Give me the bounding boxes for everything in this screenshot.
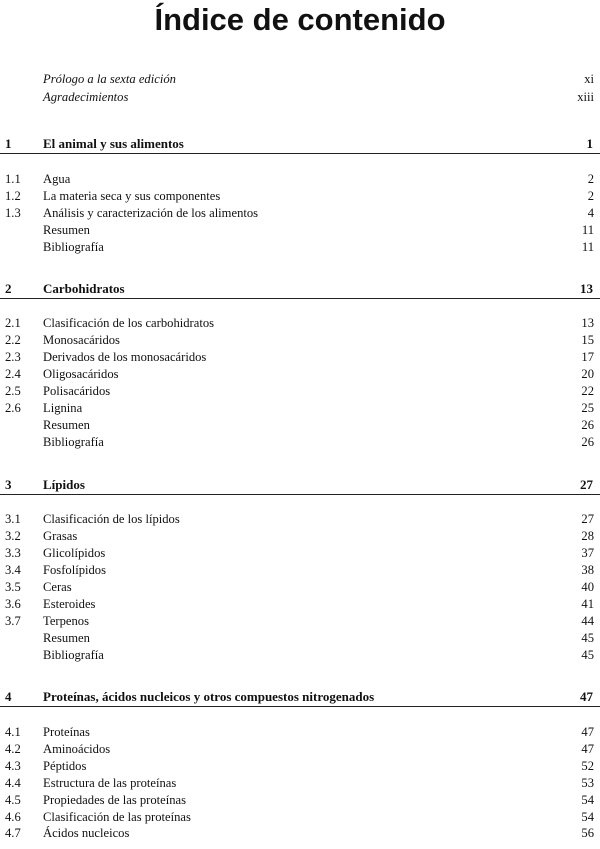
page-title: Índice de contenido xyxy=(154,2,446,37)
section-number: 1.1 xyxy=(5,172,21,186)
toc-section-entry[interactable] xyxy=(0,545,600,562)
section-title: La materia seca y sus componentes xyxy=(43,189,221,203)
section-number: 2.5 xyxy=(5,384,21,398)
section-number: 4.6 xyxy=(5,810,21,824)
section-page: 2 xyxy=(587,189,594,203)
section-page: 26 xyxy=(581,418,594,432)
section-title: Agua xyxy=(43,172,71,186)
section-title: Propiedades de las proteínas xyxy=(43,793,187,807)
section-page: 11 xyxy=(581,240,594,254)
toc-section-entry[interactable] xyxy=(0,630,600,647)
section-page: 44 xyxy=(581,614,594,628)
toc-section-entry[interactable] xyxy=(0,775,600,792)
section-title: Ceras xyxy=(43,580,72,594)
toc-section-entry[interactable] xyxy=(0,792,600,809)
toc-section-entry[interactable] xyxy=(0,613,600,630)
section-title: Péptidos xyxy=(43,759,87,773)
section-number: 2.6 xyxy=(5,401,21,415)
toc-entry-page: xiii xyxy=(577,90,594,104)
section-page: 26 xyxy=(581,435,594,449)
section-number: 2.3 xyxy=(5,350,21,364)
section-title: Proteínas xyxy=(43,725,90,739)
toc-section-entry[interactable] xyxy=(0,383,600,400)
toc-section-entry[interactable] xyxy=(0,579,600,596)
section-page: 54 xyxy=(581,810,594,824)
chapter-page: 27 xyxy=(580,477,593,492)
toc-section-entry[interactable] xyxy=(0,758,600,775)
section-number: 4.7 xyxy=(5,826,21,840)
section-title: Derivados de los monosacáridos xyxy=(43,350,207,364)
section-page: 22 xyxy=(581,384,594,398)
section-title: Esteroides xyxy=(43,597,96,611)
chapter-title: Proteínas, ácidos nucleicos y otros compuestos nitrogenados xyxy=(43,689,375,704)
section-title: Polisacáridos xyxy=(43,384,111,398)
toc-section-entry[interactable] xyxy=(0,434,600,451)
section-title: Clasificación de los lípidos xyxy=(43,512,180,526)
toc-section-entry[interactable] xyxy=(0,188,600,205)
chapter-title: Carbohidratos xyxy=(43,281,125,296)
section-number: 3.7 xyxy=(5,614,21,628)
section-number: 3.5 xyxy=(5,580,21,594)
section-number: 1.3 xyxy=(5,206,21,220)
section-page: 2 xyxy=(587,172,594,186)
section-page: 52 xyxy=(581,759,594,773)
section-number: 3.1 xyxy=(5,512,21,526)
section-page: 53 xyxy=(581,776,594,790)
section-number: 2.2 xyxy=(5,333,21,347)
section-title: Bibliografía xyxy=(43,648,104,662)
toc-section-entry[interactable] xyxy=(0,400,600,417)
toc-section-entry[interactable] xyxy=(0,315,600,332)
section-title: Aminoácidos xyxy=(43,742,111,756)
section-title: Bibliografía xyxy=(43,240,104,254)
toc-section-entry[interactable] xyxy=(0,724,600,741)
section-title: Terpenos xyxy=(43,614,89,628)
toc-section-entry[interactable] xyxy=(0,647,600,664)
section-page: 41 xyxy=(581,597,594,611)
section-page: 17 xyxy=(581,350,594,364)
section-page: 47 xyxy=(581,725,594,739)
section-title: Clasificación de los carbohidratos xyxy=(43,316,215,330)
section-title: Clasificación de las proteínas xyxy=(43,810,191,824)
section-page: 40 xyxy=(581,580,594,594)
section-page: 28 xyxy=(581,529,594,543)
section-title: Estructura de las proteínas xyxy=(43,776,177,790)
section-page: 4 xyxy=(587,206,594,220)
section-title: Análisis y caracterización de los alimentos xyxy=(43,206,259,220)
toc-section-entry[interactable] xyxy=(0,349,600,366)
chapter-number: 2 xyxy=(5,281,12,296)
toc-front-entry[interactable] xyxy=(0,71,600,88)
toc-section-entry[interactable] xyxy=(0,332,600,349)
section-title: Fosfolípidos xyxy=(43,563,106,577)
section-page: 54 xyxy=(581,793,594,807)
toc-section-entry[interactable] xyxy=(0,825,600,842)
section-number: 3.4 xyxy=(5,563,21,577)
section-page: 15 xyxy=(581,333,594,347)
toc-section-entry[interactable] xyxy=(0,222,600,239)
toc-section-entry[interactable] xyxy=(0,809,600,826)
section-page: 25 xyxy=(581,401,594,415)
toc-section-entry[interactable] xyxy=(0,511,600,528)
toc-chapter-heading[interactable] xyxy=(0,476,600,495)
section-page: 45 xyxy=(581,648,594,662)
section-number: 4.1 xyxy=(5,725,21,739)
section-page: 20 xyxy=(581,367,594,381)
section-title: Bibliografía xyxy=(43,435,104,449)
section-page: 13 xyxy=(581,316,594,330)
section-number: 1.2 xyxy=(5,189,21,203)
section-page: 45 xyxy=(581,631,594,645)
toc-entry-page: xi xyxy=(584,72,594,86)
toc-section-entry[interactable] xyxy=(0,417,600,434)
toc-section-entry[interactable] xyxy=(0,239,600,256)
chapter-title: Lípidos xyxy=(43,477,85,492)
toc-section-entry[interactable] xyxy=(0,562,600,579)
section-number: 4.5 xyxy=(5,793,21,807)
toc-chapter-heading[interactable] xyxy=(0,135,600,154)
section-page: 56 xyxy=(581,826,594,840)
section-title: Resumen xyxy=(43,418,90,432)
toc-section-entry[interactable] xyxy=(0,741,600,758)
section-number: 2.1 xyxy=(5,316,21,330)
toc-entry-title: Prólogo a la sexta edición xyxy=(43,72,176,86)
chapter-number: 3 xyxy=(5,477,12,492)
section-number: 3.6 xyxy=(5,597,21,611)
chapter-page: 13 xyxy=(580,281,593,296)
toc-section-entry[interactable] xyxy=(0,596,600,613)
section-title: Resumen xyxy=(43,631,90,645)
section-title: Resumen xyxy=(43,223,90,237)
toc-section-entry[interactable] xyxy=(0,171,600,188)
section-page: 38 xyxy=(581,563,594,577)
section-number: 2.4 xyxy=(5,367,21,381)
section-title: Oligosacáridos xyxy=(43,367,119,381)
toc-chapter-heading[interactable] xyxy=(0,280,600,299)
section-page: 37 xyxy=(581,546,594,560)
chapter-number: 1 xyxy=(5,136,12,151)
section-title: Glicolípidos xyxy=(43,546,106,560)
chapter-title: El animal y sus alimentos xyxy=(43,136,184,151)
toc-front-entry[interactable] xyxy=(0,89,600,106)
section-title: Ácidos nucleicos xyxy=(43,826,130,840)
section-number: 4.2 xyxy=(5,742,21,756)
section-page: 47 xyxy=(581,742,594,756)
chapter-page: 1 xyxy=(586,136,593,151)
section-number: 4.3 xyxy=(5,759,21,773)
toc-chapter-heading[interactable] xyxy=(0,688,600,707)
section-page: 11 xyxy=(581,223,594,237)
section-title: Lignina xyxy=(43,401,83,415)
section-title: Grasas xyxy=(43,529,78,543)
toc-section-entry[interactable] xyxy=(0,366,600,383)
section-number: 3.3 xyxy=(5,546,21,560)
chapter-page: 47 xyxy=(580,689,593,704)
section-number: 3.2 xyxy=(5,529,21,543)
section-page: 27 xyxy=(581,512,594,526)
toc-section-entry[interactable] xyxy=(0,528,600,545)
toc-entry-title: Agradecimientos xyxy=(43,90,129,104)
section-number: 4.4 xyxy=(5,776,21,790)
section-title: Monosacáridos xyxy=(43,333,120,347)
toc-section-entry[interactable] xyxy=(0,205,600,222)
chapter-number: 4 xyxy=(5,689,12,704)
